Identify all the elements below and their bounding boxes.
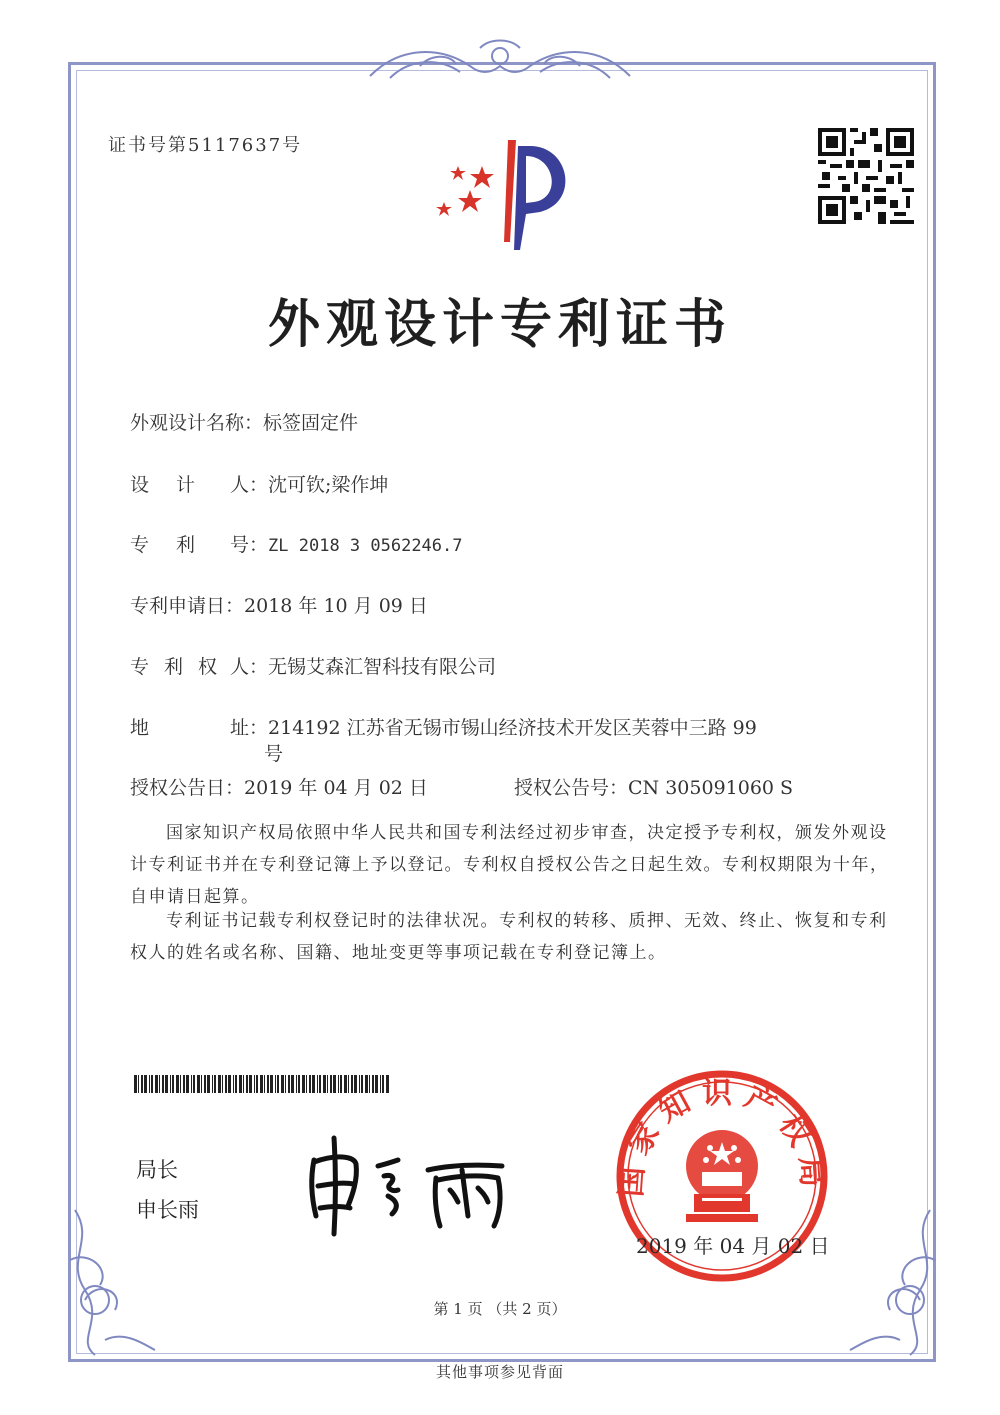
legal-paragraph-2: 专利证书记载专利权登记时的法律状况。专利权的转移、质押、无效、终止、恢复和专利权人的姓名或名称、国籍、地址变更等事项记载在专利登记簿上。 [130, 911, 888, 963]
certificate-number: 证书号第5117637号 [108, 135, 303, 156]
barcode-bar [235, 1075, 237, 1093]
barcode-bar [275, 1075, 276, 1093]
certificate-title: 外观设计专利证书 [267, 295, 732, 355]
patent-number-label-char: 利 [176, 534, 196, 556]
barcode-bar [359, 1075, 360, 1093]
grant-number-value: CN 305091060 S [628, 777, 794, 799]
address-label-char: 地 [130, 717, 150, 739]
barcode-bar [256, 1075, 258, 1093]
barcode-bar [270, 1075, 273, 1093]
barcode-bar [317, 1075, 318, 1093]
designer-label-char: 计 [176, 474, 196, 496]
barcode-bar [134, 1075, 137, 1093]
barcode-bar [277, 1075, 279, 1093]
page-number: 第 1 页 （共 2 页） [433, 1300, 567, 1318]
designer-value: 沈可钦;梁作坤 [268, 474, 389, 496]
barcode-bar [288, 1075, 290, 1093]
barcode-bar [183, 1075, 185, 1093]
address-value-line1: 214192 江苏省无锡市锡山经济技术开发区芙蓉中三路 99 [268, 717, 757, 739]
patentee-colon: ： [249, 656, 269, 678]
barcode-bar [162, 1075, 164, 1093]
barcode-bar [380, 1075, 381, 1093]
barcode-bar [228, 1075, 231, 1093]
barcode-bar [298, 1075, 300, 1093]
barcode-bar [214, 1075, 216, 1093]
barcode-bar [225, 1075, 227, 1093]
filing-date-value: 2018 年 10 月 09 日 [244, 595, 428, 617]
barcode-bar [141, 1075, 143, 1093]
design-name-label: 外观设计名称： [130, 412, 264, 434]
barcode-bar [212, 1075, 213, 1093]
barcode-bar [340, 1075, 342, 1093]
legal-paragraph-1: 国家知识产权局依照中华人民共和国专利法经过初步审查，决定授予专利权，颁发外观设计专利证书并在专利登记簿上予以登记。专利权自授权公告之日起生效。专利权期限为十年，自申请日起算。 [130, 823, 889, 907]
patentee-label-char: 人 [230, 656, 250, 678]
barcode-bar [193, 1075, 195, 1093]
barcode-bar [327, 1075, 328, 1093]
barcode-bar [239, 1075, 242, 1093]
director-title: 局长 [136, 1158, 178, 1182]
patent-number-row [130, 530, 463, 557]
barcode-bar [191, 1075, 192, 1093]
barcode-bar [207, 1075, 210, 1093]
handwritten-signature [296, 1130, 526, 1240]
top-ornament [360, 36, 640, 86]
barcode-bar [155, 1075, 158, 1093]
barcode-bar [386, 1075, 389, 1093]
designer-label-char: 人 [230, 474, 250, 496]
barcode-bar [172, 1075, 174, 1093]
patent-number-label-char: 专 [130, 534, 150, 556]
barcode-bar [323, 1075, 326, 1093]
barcode-bar [218, 1075, 221, 1093]
barcode-bar [144, 1075, 147, 1093]
barcode-bar [165, 1075, 168, 1093]
design-name-value: 标签固定件 [263, 412, 359, 434]
director-name: 申长雨 [136, 1198, 199, 1222]
patent-number-colon: ： [249, 534, 269, 556]
patentee-row [130, 652, 496, 679]
barcode-bar [246, 1075, 248, 1093]
barcode-bar [375, 1075, 378, 1093]
barcode-bar [365, 1075, 368, 1093]
design-name-row [130, 408, 358, 435]
filing-date-row [130, 591, 428, 618]
patentee-label-char: 利 [164, 656, 184, 678]
qr-code [818, 128, 914, 224]
grant-date-label: 授权公告日： [130, 777, 245, 799]
bottom-right-ornament [830, 1200, 950, 1360]
barcode-bar [264, 1075, 265, 1093]
barcode-bar [267, 1075, 269, 1093]
patentee-value: 无锡艾森汇智科技有限公司 [268, 656, 497, 678]
barcode-bar [149, 1075, 150, 1093]
designer-colon: ： [249, 474, 269, 496]
barcode-bar [159, 1075, 160, 1093]
barcode-bar [233, 1075, 234, 1093]
bottom-left-ornament [55, 1200, 175, 1360]
barcode-bar [348, 1075, 349, 1093]
barcode-bar [197, 1075, 200, 1093]
patentee-label-char: 权 [198, 656, 218, 678]
patent-office-logo-icon [430, 132, 580, 252]
barcode-bar [306, 1075, 307, 1093]
address-row [130, 713, 757, 740]
barcode-bar [369, 1075, 370, 1093]
barcode-bar [176, 1075, 179, 1093]
barcode-bar [138, 1075, 139, 1093]
patent-number-label-char: 号 [230, 534, 250, 556]
address-colon: ： [249, 717, 269, 739]
barcode-bar [204, 1075, 206, 1093]
barcode-bar [330, 1075, 332, 1093]
grant-date-value: 2019 年 04 月 02 日 [244, 777, 428, 799]
barcode-bar [254, 1075, 255, 1093]
barcode-bar [312, 1075, 315, 1093]
patentee-label-char: 专 [130, 656, 150, 678]
barcode-bar [354, 1075, 357, 1093]
barcode-bar [338, 1075, 339, 1093]
barcode-bar [382, 1075, 384, 1093]
seal-text: 国家知识产权局 [614, 1076, 830, 1199]
barcode-bar [285, 1075, 286, 1093]
barcode-bar [249, 1075, 252, 1093]
designer-label-char: 设 [130, 474, 150, 496]
patent-number-value: ZL 2018 3 0562246.7 [268, 536, 463, 556]
barcode-bar [361, 1075, 363, 1093]
grant-number-label: 授权公告号： [514, 777, 629, 799]
barcode-bar [372, 1075, 374, 1093]
barcode-bar [243, 1075, 244, 1093]
barcode-bar [319, 1075, 321, 1093]
barcode-bar [222, 1075, 223, 1093]
seal-date: 2019 年 04 月 02 日 [636, 1234, 830, 1258]
barcode-bar [170, 1075, 171, 1093]
barcode-bar [296, 1075, 297, 1093]
barcode-bar [260, 1075, 263, 1093]
barcode-bar [201, 1075, 202, 1093]
barcode-bar [186, 1075, 189, 1093]
barcode-bar [344, 1075, 347, 1093]
grant-date-row [130, 773, 428, 800]
barcode-bar [180, 1075, 181, 1093]
barcode-bar [351, 1075, 353, 1093]
barcode-bar [291, 1075, 294, 1093]
grant-number-row [514, 773, 793, 800]
filing-date-label: 专利申请日： [130, 595, 245, 617]
barcode [134, 1075, 392, 1093]
back-side-note: 其他事项参见背面 [435, 1363, 564, 1381]
address-label-char: 址 [230, 717, 250, 739]
barcode-bar [309, 1075, 311, 1093]
barcode-bar [333, 1075, 336, 1093]
barcode-bar [302, 1075, 305, 1093]
barcode-bar [281, 1075, 284, 1093]
barcode-bar [151, 1075, 153, 1093]
address-value-line2: 号 [264, 743, 284, 765]
designer-row [130, 470, 388, 497]
